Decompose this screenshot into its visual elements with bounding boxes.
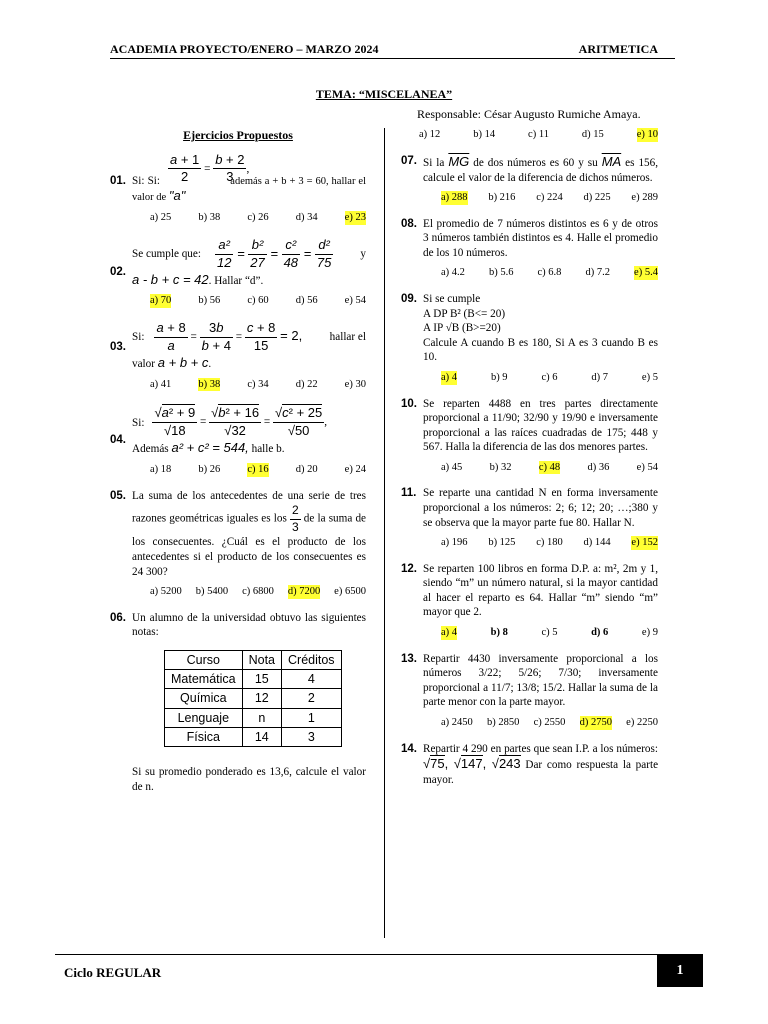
q05-number: 05. bbox=[110, 489, 126, 502]
q13-option-c: c) 2550 bbox=[533, 716, 566, 728]
q09-number: 09. bbox=[401, 293, 417, 306]
q13-option-e: e) 2250 bbox=[626, 716, 658, 728]
q02-text-y: y bbox=[360, 247, 366, 260]
q01-option-b: b) 38 bbox=[198, 212, 221, 224]
q05-option-a: a) 5200 bbox=[150, 586, 182, 598]
q14-root-3: 243 bbox=[498, 756, 521, 772]
q06-option-a: a) 12 bbox=[419, 129, 441, 140]
q08-text: El promedio de 7 números distintos es 6 y de otros 3 números también distintos es 4. Halle el promedio de los 10 números. bbox=[423, 217, 658, 259]
q03-option-e: e) 30 bbox=[344, 378, 366, 390]
question-05 bbox=[110, 489, 366, 599]
column-divider bbox=[384, 128, 385, 938]
right-column bbox=[401, 128, 658, 788]
q07-options bbox=[441, 191, 658, 205]
q08-option-e: e) 5.4 bbox=[634, 267, 658, 279]
table-header: Nota bbox=[242, 650, 281, 669]
q07-ma: $\overline{MA}$ bbox=[601, 153, 622, 169]
q02-text-b: . Hallar “d”. bbox=[208, 274, 264, 287]
q03-number: 03. bbox=[110, 341, 126, 354]
table-cell: Física bbox=[165, 727, 243, 746]
question-07 bbox=[401, 154, 658, 205]
q04-option-a: a) 18 bbox=[150, 464, 172, 476]
footer-rule bbox=[55, 954, 703, 955]
question-02 bbox=[110, 237, 366, 308]
q02-option-a: a) 70 bbox=[150, 295, 172, 307]
table-cell: n bbox=[242, 708, 281, 727]
q06-text-b: Si su promedio ponderado es 13,6, calcule el valor de n. bbox=[132, 766, 366, 793]
q02-number: 02. bbox=[110, 265, 126, 278]
table-row bbox=[165, 727, 342, 746]
q14-number: 14. bbox=[401, 742, 417, 755]
table-cell: 1 bbox=[282, 708, 342, 727]
q14-root-1: 75 bbox=[430, 756, 445, 772]
q06-option-e: e) 10 bbox=[636, 129, 658, 140]
q10-option-c: c) 48 bbox=[538, 461, 561, 473]
q05-fraction: $\frac{2}{3}$ bbox=[291, 503, 299, 534]
footer-cycle: Ciclo REGULAR bbox=[64, 965, 162, 980]
q10-text: Se reparten 4488 en tres partes directamente proporcional a 11/90; 32/90 y 19/90 e inversamente proporcional a las raíces cuadradas de 175; 448 y 567. Halla la diferencia de las dos menores partes. bbox=[423, 397, 658, 454]
q10-number: 10. bbox=[401, 397, 417, 410]
q11-options bbox=[441, 536, 658, 550]
table-cell: Lenguaje bbox=[165, 708, 243, 727]
page-title: TEMA: “MISCELANEA” bbox=[315, 87, 453, 101]
q01-option-c: c) 26 bbox=[247, 212, 269, 224]
q14-roots: √75, √147, √243 bbox=[423, 756, 521, 772]
q02-equation: $\frac{\text{a²}}{12}$ = $\frac{\text{b²}}{27}$ = $\frac{\text{c²}}{48}$ = $\frac{\text{d²}}{75}$ bbox=[216, 236, 332, 270]
question-03: 03. Si: $\frac{a + 8}{a}$ = $\frac{3b}{b + 4}$ = $\frac{c + 8}{15}$ = 2, hallar el valor a + b + c. a) 41 b) 38 c) 34 d) 22 e) 30 bbox=[110, 320, 366, 390]
q05-text-a: La suma de los antecedentes de una serie de tres razones geométricas iguales es los bbox=[132, 489, 366, 525]
q09-line: Si se cumple bbox=[423, 293, 481, 306]
q12-options bbox=[441, 626, 658, 640]
table-cell: 4 bbox=[282, 670, 342, 689]
q09-option-a: a) 4 bbox=[441, 371, 458, 383]
question-14 bbox=[401, 742, 658, 788]
header-subject: ARITMETICA bbox=[578, 42, 658, 56]
q11-text: Se reparte una cantidad N en forma inversamente proporcional a los números: 2; 6; 12; 20; …;380 y se observa que la mayor parte fue 80. Hallar N. bbox=[423, 487, 658, 529]
q10-option-e: e) 54 bbox=[636, 461, 658, 473]
question-01 bbox=[110, 152, 366, 225]
q07-option-b: b) 216 bbox=[488, 192, 516, 204]
grades-table bbox=[164, 650, 342, 747]
q08-option-c: c) 6.8 bbox=[537, 267, 562, 279]
q12-text: Se reparten 100 libros en forma D.P. a: m², 2m y 1, siendo “m” un número natural, si la mayor cantidad al hacer el reparto es 64. Hallar “m” siendo “m” mayor que 2. bbox=[423, 562, 658, 619]
q04-option-c: c) 16 bbox=[247, 464, 269, 476]
q09-line: A DP B² (B<= 20) bbox=[423, 307, 506, 320]
q11-option-d: d) 144 bbox=[583, 537, 611, 549]
q12-number: 12. bbox=[401, 562, 417, 575]
q06-text-a: Un alumno de la universidad obtuvo las siguientes notas: bbox=[132, 611, 366, 639]
q04-option-e: e) 24 bbox=[344, 464, 366, 476]
q08-options bbox=[441, 266, 658, 280]
q06-option-c: c) 11 bbox=[528, 129, 549, 140]
section-title: Ejercicios Propuestos bbox=[183, 128, 293, 142]
q06-option-d: d) 15 bbox=[581, 129, 604, 140]
question-09 bbox=[401, 292, 658, 384]
q13-option-b: b) 2850 bbox=[487, 716, 520, 728]
q12-option-b: b) 8 bbox=[490, 626, 508, 638]
question-12 bbox=[401, 562, 658, 640]
question-08 bbox=[401, 217, 658, 280]
q09-line: Calcule A cuando B es 180, Si A es 3 cuando B es 10. bbox=[423, 336, 658, 364]
q08-option-b: b) 5.6 bbox=[488, 267, 514, 279]
q01-text-a: Si: Si: bbox=[132, 174, 161, 187]
q05-option-e: e) 6500 bbox=[334, 586, 366, 598]
q01-text-b: además a + b + 3 = 60, hallar el valor de bbox=[132, 175, 366, 204]
question-10 bbox=[401, 397, 658, 475]
q03-expr: a + b + c bbox=[157, 354, 209, 370]
q09-option-c: c) 6 bbox=[541, 371, 558, 383]
q07-option-d: d) 225 bbox=[583, 192, 611, 204]
q11-option-a: a) 196 bbox=[441, 537, 468, 549]
table-cell: 3 bbox=[282, 727, 342, 746]
q04-text-a: Si: bbox=[132, 416, 145, 429]
q01-option-e: e) 23 bbox=[344, 212, 366, 224]
question-11 bbox=[401, 486, 658, 549]
q07-option-e: e) 289 bbox=[631, 192, 658, 204]
table-header: Curso bbox=[165, 650, 243, 669]
q05-options bbox=[150, 585, 366, 599]
q04-option-b: b) 26 bbox=[198, 464, 221, 476]
q02-option-b: b) 56 bbox=[198, 295, 221, 307]
q02-option-e: e) 54 bbox=[344, 295, 366, 307]
q13-text: Repartir 4430 inversamente proporcional a los números 3/22; 5/26; 7/30; inversamente proporcional a 11/7; 13/8; 15/2. Hallar la suma de la parte menor con la parte mayor. bbox=[423, 652, 658, 709]
question-04 bbox=[110, 405, 366, 476]
q13-options bbox=[441, 716, 658, 730]
q12-option-d: d) 6 bbox=[591, 626, 609, 638]
q10-option-a: a) 45 bbox=[441, 461, 463, 473]
q06-number: 06. bbox=[110, 611, 126, 624]
q09-options bbox=[441, 371, 658, 385]
q08-option-d: d) 7.2 bbox=[585, 267, 610, 279]
q12-option-e: e) 9 bbox=[641, 626, 658, 638]
q02-text-a: Se cumple que: bbox=[132, 247, 201, 260]
table-header-row bbox=[165, 650, 342, 669]
q14-root-2: 147 bbox=[460, 756, 483, 772]
question-13 bbox=[401, 652, 658, 730]
q14-text-b: Dar como respuesta la parte mayor. bbox=[423, 759, 659, 786]
q03-equation: $\frac{a + 8}{a}$ = $\frac{3b}{b + 4}$ = $\frac{c + 8}{15}$ = 2, bbox=[156, 320, 303, 353]
question-06 bbox=[110, 611, 366, 795]
q02-options bbox=[150, 294, 366, 308]
q03-options bbox=[150, 378, 366, 392]
table-cell: Matemática bbox=[165, 670, 243, 689]
table-cell: Química bbox=[165, 689, 243, 708]
q01-option-a: a) 25 bbox=[150, 212, 172, 224]
q13-option-a: a) 2450 bbox=[441, 716, 473, 728]
q04-option-d: d) 20 bbox=[295, 464, 318, 476]
table-cell: 12 bbox=[242, 689, 281, 708]
q04-equation: $\frac{\text{√a² + 9}}{√18}$ = $\frac{\text{√b² + 16}}{√32}$ = $\frac{\text{√c² + 25}}{√50}$ , bbox=[154, 405, 328, 439]
table-row bbox=[165, 670, 342, 689]
q07-text-si: Si la bbox=[423, 156, 445, 169]
q09-line: A IP √B (B>=20) bbox=[423, 322, 501, 335]
q04-eq: a² + c² = 544, bbox=[171, 440, 249, 456]
header-title: ACADEMIA PROYECTO/ENERO – MARZO 2024 bbox=[110, 42, 379, 56]
q05-option-c: c) 6800 bbox=[242, 586, 274, 598]
q01-var: "a" bbox=[168, 188, 186, 204]
q11-option-b: b) 125 bbox=[488, 537, 516, 549]
q12-option-c: c) 5 bbox=[541, 626, 558, 638]
q05-option-d: d) 7200 bbox=[287, 586, 321, 598]
q13-number: 13. bbox=[401, 652, 417, 665]
q09-option-b: b) 9 bbox=[490, 371, 508, 383]
q11-option-e: e) 152 bbox=[631, 537, 658, 549]
q11-option-c: c) 180 bbox=[536, 537, 563, 549]
responsible-line: Responsable: César Augusto Rumiche Amaya. bbox=[417, 107, 641, 121]
q02-eq2: a - b + c = 42 bbox=[132, 271, 209, 287]
q08-number: 08. bbox=[401, 217, 417, 230]
q07-text-b: es 156, calcule el valor de la diferencia de dichos números. bbox=[423, 156, 659, 184]
table-cell: 14 bbox=[242, 727, 281, 746]
q04-text-b: Además bbox=[132, 443, 169, 456]
q07-option-a: a) 288 bbox=[441, 192, 468, 204]
table-row bbox=[165, 708, 342, 727]
q01-options bbox=[150, 211, 366, 225]
q01-number: 01. bbox=[110, 174, 126, 187]
q06-options bbox=[419, 128, 658, 142]
q06-option-b: b) 14 bbox=[473, 129, 496, 140]
q07-option-c: c) 224 bbox=[536, 192, 563, 204]
q09-option-d: d) 7 bbox=[591, 371, 609, 383]
q13-option-d: d) 2750 bbox=[579, 716, 612, 728]
table-header: Créditos bbox=[282, 650, 342, 669]
q04-options bbox=[150, 463, 366, 477]
table-cell: 15 bbox=[242, 670, 281, 689]
q12-option-a: a) 4 bbox=[441, 626, 458, 638]
table-cell: 2 bbox=[282, 689, 342, 708]
q10-option-b: b) 32 bbox=[489, 461, 512, 473]
q07-number: 07. bbox=[401, 154, 417, 167]
page-number: 1 bbox=[657, 955, 703, 987]
q05-text-b: de la suma de los consecuentes. ¿Cuál es el producto de los antecedentes si el producto de los consecuentes es 24 300? bbox=[132, 512, 367, 578]
q03-option-b: b) 38 bbox=[198, 378, 221, 390]
q08-option-a: a) 4.2 bbox=[441, 267, 465, 279]
q05-option-b: b) 5400 bbox=[195, 586, 229, 598]
left-column bbox=[110, 128, 366, 794]
q03-text-a: Si: bbox=[132, 331, 145, 344]
q10-options bbox=[441, 461, 658, 475]
q11-number: 11. bbox=[401, 487, 417, 500]
q03-option-c: c) 34 bbox=[247, 378, 269, 390]
q09-option-e: e) 5 bbox=[641, 371, 658, 383]
q04-number: 04. bbox=[110, 434, 126, 447]
q07-mg: $\overline{MG}$ bbox=[448, 153, 470, 169]
q04-text-c: halle b. bbox=[251, 443, 285, 456]
table-row bbox=[165, 689, 342, 708]
q01-equation: $\frac{a + 1}{2}$ = $\frac{b + 2}{3}$ , bbox=[170, 151, 250, 185]
q02-option-d: d) 56 bbox=[295, 295, 318, 307]
q03-option-d: d) 22 bbox=[295, 378, 318, 390]
q03-option-a: a) 41 bbox=[150, 378, 172, 390]
q10-option-d: d) 36 bbox=[587, 461, 610, 473]
q07-text: de dos números es 60 y su bbox=[473, 156, 598, 169]
q01-option-d: d) 34 bbox=[295, 212, 318, 224]
q02-option-c: c) 60 bbox=[247, 295, 269, 307]
q14-text-a: Repartir 4 290 en partes que sean I.P. a los números: bbox=[423, 742, 658, 755]
header-rule bbox=[110, 58, 675, 59]
